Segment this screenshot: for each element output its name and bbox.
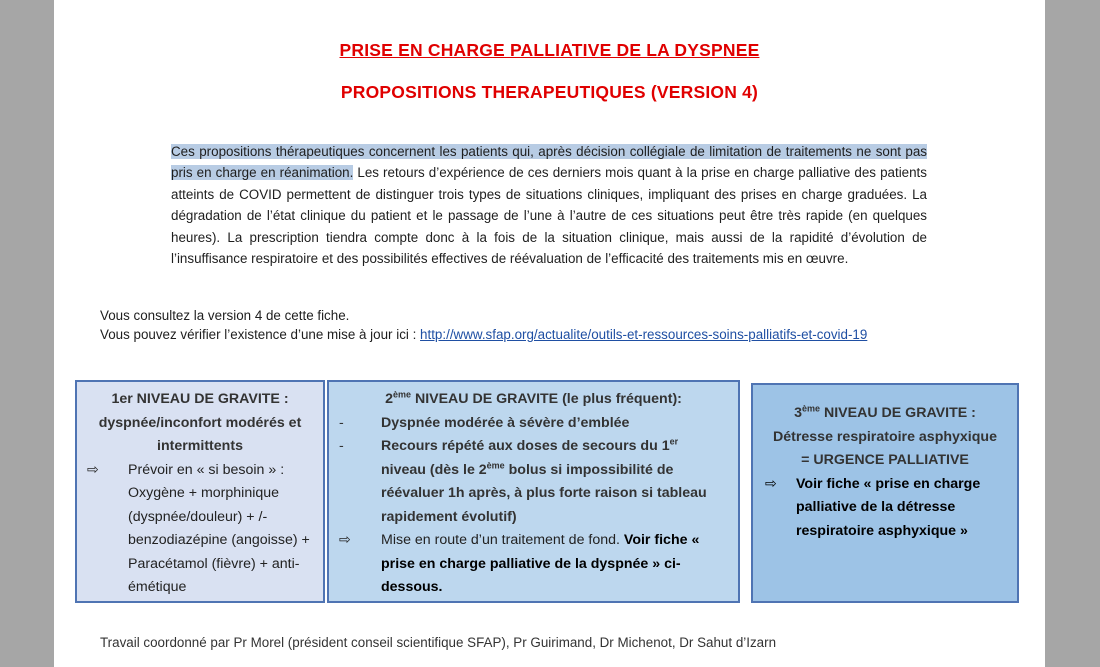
level-2-heading-text: NIVEAU DE GRAVITE (le plus fréquent): [411, 391, 682, 407]
level-3-heading [753, 385, 1017, 473]
level-2-item-3-text: Mise en route d’un traitement de fond. [381, 532, 624, 548]
level-1-item-text: Prévoir en « si besoin » : Oxygène + morphinique (dyspnée/douleur) + /- benzodiazépine (angoisse) + Paracétamol (fièvre) + anti-émétique [128, 461, 310, 595]
update-line [100, 325, 980, 344]
level-2-heading [329, 382, 738, 412]
level-3-box [751, 383, 1019, 603]
update-link[interactable]: http://www.sfap.org/actualite/outils-et-ressources-soins-palliatifs-et-covid-19 [420, 327, 868, 342]
level-2-item-2 [339, 435, 738, 529]
level-3-heading-text: NIVEAU DE GRAVITE : [820, 405, 976, 421]
arrow-bullet-icon: ⇨ [87, 461, 99, 478]
intro-text[interactable]: Les retours d’expérience de ces derniers mois quant à la prise en charge palliative des patients atteints de COVID permettent de distinguer trois types de situations cliniques, impliquant des prises en charge graduées. La dégradation de l’état clinique du patient et le passage de l’une à l’autre de ces situations peut être très rapide (en quelques heures). La prescription tiendra compte donc à la fois de la situation clinique, mais aussi de la rapidité d’évolution de l’insuffisance respiratoire et des possibilités effectives de réévaluation de l’efficacité des traitements mis en œuvre. [171, 165, 927, 267]
level-1-item [87, 459, 323, 600]
version-line: Vous consultez la version 4 de cette fiche. [100, 308, 350, 323]
level-1-box [75, 380, 325, 603]
footer-credits: Travail coordonné par Pr Morel (président conseil scientifique SFAP), Pr Guirimand, Dr Michenot, Dr Sahut d’Izarn [100, 635, 777, 650]
level-1-heading: 1er NIVEAU DE GRAVITE : dyspnée/inconfort modérés et intermittents [98, 391, 302, 454]
level-3-item [765, 473, 1017, 544]
arrow-bullet-icon: ⇨ [765, 475, 777, 492]
level-2-item-1-text: Dyspnée modérée à sévère d’emblée [381, 414, 630, 431]
level-3-heading-line2: Détresse respiratoire asphyxique [773, 428, 997, 445]
level-3-number: 3 [794, 405, 803, 421]
level-2-superscript: ème [392, 389, 411, 400]
level-3-superscript: ème [802, 403, 821, 414]
superscript: ème [486, 459, 505, 470]
update-text: Vous pouvez vérifier l’existence d’une mise à jour ici : [100, 327, 421, 342]
level-2-box [327, 380, 740, 603]
level-2-item-1 [339, 412, 738, 436]
highlighted-text[interactable]: Ces propositions thérapeutiques concernent les patients qui, après décision collégiale de limitation de traitements ne sont pas pris en charge en réanimation. [171, 144, 927, 181]
level-2-item-2-text-b: niveau (dès le 2 [381, 461, 487, 478]
level-3-heading-line1 [761, 402, 1009, 426]
document-subtitle: PROPOSITIONS THERAPEUTIQUES (VERSION 4) [340, 82, 759, 102]
version-info [100, 306, 980, 344]
superscript: er [669, 436, 679, 447]
level-2-number: 2 [385, 391, 393, 407]
document-page [54, 0, 1045, 667]
intro-paragraph [171, 141, 927, 269]
dash-bullet: - [339, 438, 344, 454]
level-2-item-3 [339, 529, 738, 600]
level-2-item-2-text-c: bolus si impossibilité de réévaluer 1h après, à plus forte raison si tableau rapidement évolutif) [381, 461, 707, 525]
dash-bullet: - [339, 414, 344, 431]
level-3-heading-line3: = URGENCE PALLIATIVE [801, 452, 969, 468]
document-title: PRISE EN CHARGE PALLIATIVE DE LA DYSPNEE [339, 40, 760, 60]
arrow-bullet-icon: ⇨ [339, 532, 351, 548]
level-3-item-text: Voir fiche « prise en charge palliative de la détresse respiratoire asphyxique » [796, 475, 981, 539]
level-2-item-2-text-a: Recours répété aux doses de secours du 1 [381, 438, 670, 454]
level-2-item-3-reference: Voir fiche « prise en charge palliative de la dyspnée » ci-dessous. [381, 532, 700, 595]
